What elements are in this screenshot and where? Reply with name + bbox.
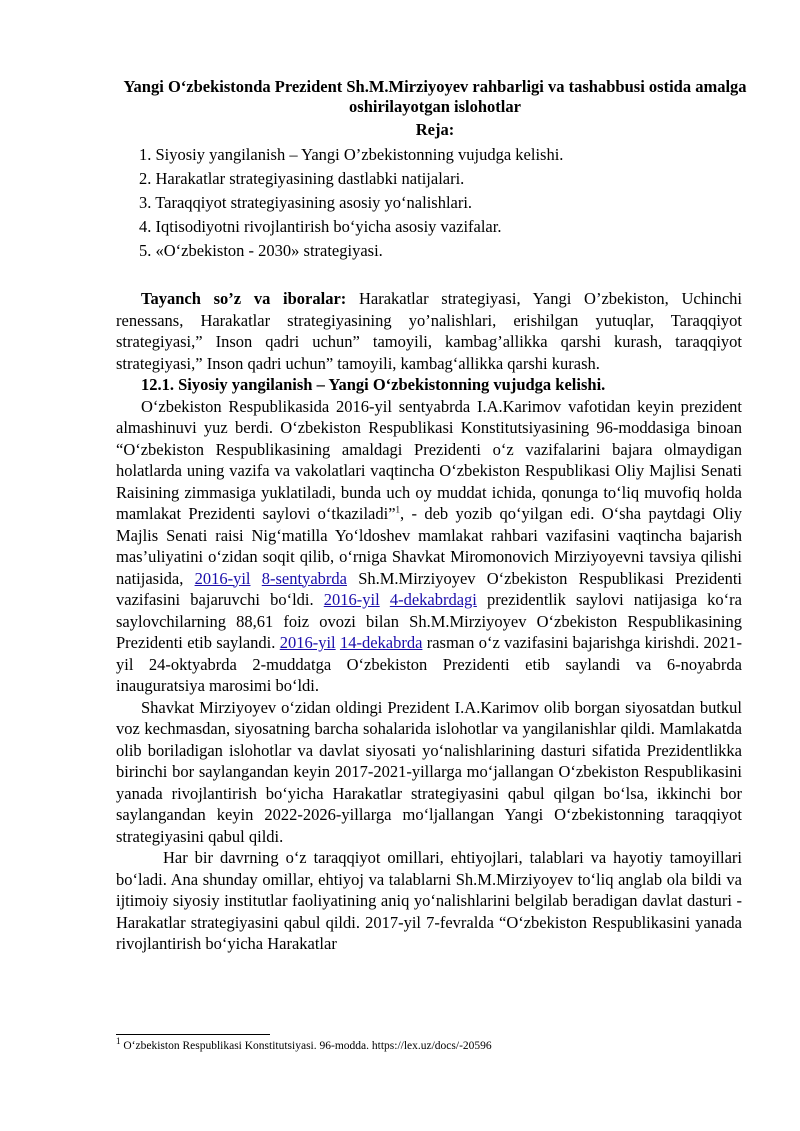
footnote-text: O‘zbekiston Respublikasi Konstitutsiyasi. 96-modda. https://lex.uz/docs/-20596 bbox=[120, 1040, 492, 1052]
paragraph-text: O‘zbekiston Respublikasida 2016-yil sentyabrda I.A.Karimov vafotidan keyin prezident almashinuvi yuz berdi. O‘zbekiston Respublikasi Konstitutsiyasining 96-moddasiga binoan “O‘zbekiston Respublikasining amaldagi Prezidenti o‘z vazifalarini bajara olmaydigan holatlarda uning vazifa va vakolatlari vaqtincha O‘zbekiston Respublikasi Oliy Majlisi Senati Raisining zimmasiga yuklatiladi, bunda uch oy muddat ichida, qonunga to‘liq muvofiq holda mamlakat Prezidenti saylovi o‘tkaziladi” bbox=[116, 396, 742, 523]
section-heading bbox=[116, 374, 742, 396]
section-heading-text: 12.1. Siyosiy yangilanish – Yangi O‘zbekistonning vujudga kelishi. bbox=[141, 375, 606, 394]
paragraph-text: , - deb yozib qo‘yilgan edi. O‘sha paytdagi Oliy Majlis Senati raisi Nig‘matilla Yo‘ldoshev mamlakat rahbari vazifasini vaqtincha bajarish mas’uliyatini o‘zidan soqit qilib, o‘rniga Shavkat Miromonovich Mirziyoyevni tavsiya qilishi natijasida, bbox=[116, 504, 742, 588]
footnote bbox=[116, 1036, 492, 1052]
body-paragraph: Har bir davrning o‘z taraqqiyot omillari, ehtiyojlari, talablari va hayotiy tamoyillari bo‘ladi. Ana shunday omillar, ehtiyoj va talablarni Sh.M.Mirziyoyev to‘liq anglab ola bildi va ijtimoiy siyosiy institutlar faoliyatining aniq yo‘nalishlarini belgilab beradigan davlat dasturi - Harakatlar strategiyasini qabul qildi. 2017-yil 7-fevralda “O‘zbekiston Respublikasini yanada rivojlantirish bo‘yicha Harakatlar bbox=[116, 848, 742, 953]
plan-item: 5. «O‘zbekiston - 2030» strategiyasi. bbox=[139, 241, 383, 260]
plan-item: 1. Siyosiy yangilanish – Yangi O’zbekistonning vujudga kelishi. bbox=[139, 145, 564, 164]
plan-item: 3. Taraqqiyot strategiyasining asosiy yo‘nalishlari. bbox=[139, 193, 473, 212]
date-link[interactable]: 2016-yil bbox=[323, 590, 380, 609]
footnote-separator bbox=[116, 1034, 270, 1035]
paragraph-text: Sh.M.Mirziyoyev O‘zbekiston Respublikasi Prezidenti vazifasini bajaruvchi bo‘ldi. bbox=[116, 568, 743, 609]
body-paragraph bbox=[116, 396, 742, 697]
paragraph-text: prezidentlik saylovi natijasiga ko‘ra saylovchilarning 88,61 foiz ovozi bilan Sh.M.Mirziyoyev O‘zbekiston Respublikasining Prezidenti etib saylandi. bbox=[116, 590, 742, 652]
date-link[interactable]: 2016-yil bbox=[279, 633, 336, 652]
plan-heading: Reja: bbox=[415, 120, 455, 139]
date-link[interactable]: 14-dekabrda bbox=[339, 633, 423, 652]
paragraph-text bbox=[251, 569, 262, 588]
document-title: Yangi O‘zbekistonda Prezident Sh.M.Mirziyoyev rahbarligi va tashabbusi ostida amalga oshirilayotgan islohotlar bbox=[123, 77, 747, 116]
keywords-paragraph bbox=[116, 288, 742, 374]
body-paragraph: Shavkat Mirziyoyev o‘zidan oldingi Prezident I.A.Karimov olib borgan siyosatdan butkul voz kechmasdan, siyosatning barcha sohalarida islohotlar va yangilanishlar qildi. Mamlakatda olib boriladigan islohotlar va davlat siyosati yo‘nalishlarining dasturi sifatida Prezidentlikka birinchi bor saylangandan keyin 2017-2021-yillarga mo‘jallangan O‘zbekiston Respublikasini yanada rivojlantirish bo‘yicha Harakatlar strategiyasini qabul qilgan bo‘lsa, ikkinchi bor saylangandan keyin 2022-2026-yillarga mo‘ljallangan Yangi O‘zbekistonning taraqqiyot strategiyasini qabul qildi. bbox=[116, 697, 742, 846]
date-link[interactable]: 8-sentyabrda bbox=[261, 568, 347, 588]
paragraph-text bbox=[380, 590, 390, 609]
keywords-label: Tayanch so’z va iboralar: bbox=[141, 289, 347, 308]
date-link[interactable]: 2016-yil bbox=[194, 568, 251, 588]
paragraph-text: rasman o‘z vazifasini bajarishga kirishdi. 2021-yil 24-oktyabrda 2-muddatga O‘zbekiston Prezidenti etib saylandi va 6-noyabrda inauguratsiya marosimi bo‘ldi. bbox=[116, 633, 743, 695]
footnote-ref[interactable]: 1 bbox=[395, 504, 401, 515]
plan-list bbox=[139, 143, 563, 263]
date-link[interactable]: 4-dekabrdagi bbox=[389, 590, 477, 609]
document-body bbox=[116, 288, 742, 955]
keywords-text: Harakatlar strategiyasi, Yangi O’zbekiston, Uchinchi renessans, Harakatlar strategiyasining yo’nalishlari, erishilgan yutuqlar, Taraqqiyot strategiyasi,” Inson qadri uchun” tamoyili, kambag’allikka qarshi kurash, taraqqiyot strategiyasi,” Inson qadri uchun” tamoyili, kambag‘allikka qarshi kurash. bbox=[116, 289, 742, 373]
plan-item: 4. Iqtisodiyotni rivojlantirish bo‘yicha asosiy vazifalar. bbox=[139, 217, 502, 236]
plan-item: 2. Harakatlar strategiyasining dastlabki natijalari. bbox=[139, 169, 465, 188]
footnote-mark: 1 bbox=[116, 1036, 121, 1047]
